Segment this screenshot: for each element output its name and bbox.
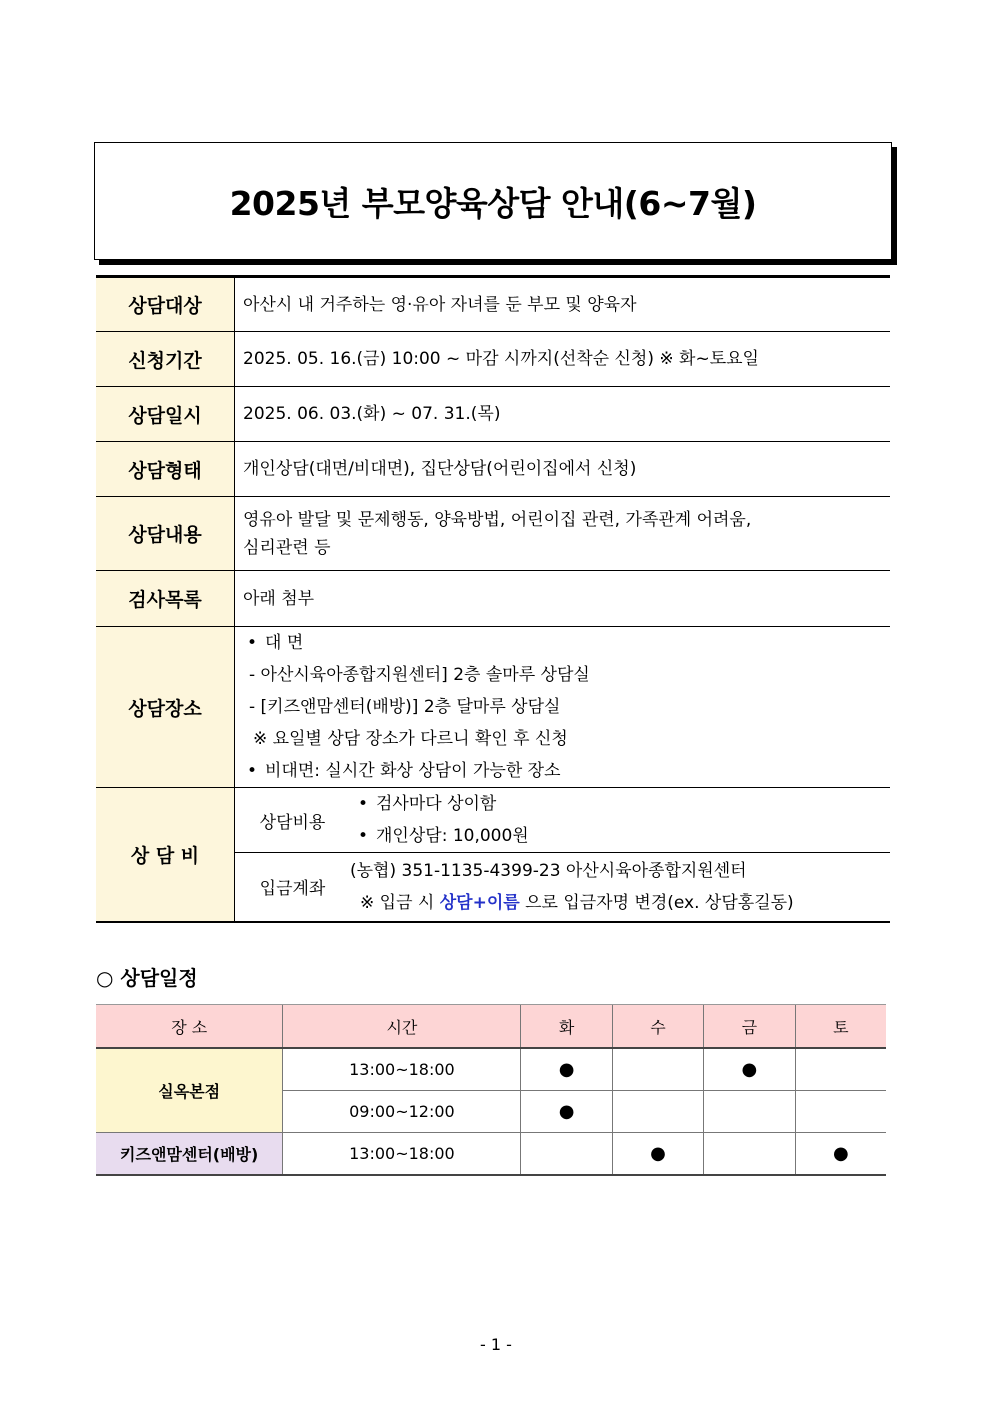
time-cell: 09:00~12:00 bbox=[283, 1091, 521, 1133]
fee-cost-row bbox=[235, 788, 890, 853]
place-line-4: ※ 요일별 상담 장소가 다르니 확인 후 신청 bbox=[253, 729, 568, 749]
label-target: 상담대상 bbox=[96, 277, 235, 332]
schedule-heading: ○ 상담일정 bbox=[96, 966, 198, 990]
mark-cell bbox=[521, 1133, 612, 1176]
place-kids: 키즈앤맘센터(배방) bbox=[96, 1133, 283, 1176]
label-content: 상담내용 bbox=[96, 497, 235, 571]
mark-cell: ● bbox=[795, 1133, 886, 1176]
schedule-table bbox=[96, 1004, 886, 1176]
row-fee bbox=[96, 788, 890, 922]
place-line-2: - 아산시육아종합지원센터] 2층 솔마루 상담실 bbox=[249, 665, 590, 685]
label-fee: 상 담 비 bbox=[96, 788, 235, 922]
row-target bbox=[96, 277, 890, 332]
schedule-header-row bbox=[96, 1005, 886, 1049]
place-line-1: 대 면 bbox=[265, 633, 304, 653]
label-apply: 신청기간 bbox=[96, 332, 235, 387]
value-tests: 아래 첨부 bbox=[235, 571, 891, 627]
value-target: 아산시 내 거주하는 영·유아 자녀를 둔 부모 및 양육자 bbox=[235, 277, 891, 332]
fee-account-value bbox=[350, 853, 890, 921]
table-row bbox=[96, 1048, 886, 1091]
header-place: 장 소 bbox=[96, 1005, 283, 1049]
content-line-1: 영유아 발달 및 문제행동, 양육방법, 어린이집 관련, 가족관계 어려움, bbox=[243, 509, 752, 530]
page-title: 2025년 부모양육상담 안내(6~7월) bbox=[229, 183, 757, 223]
fee-cost-value bbox=[350, 788, 890, 853]
title-box bbox=[94, 142, 892, 260]
row-apply bbox=[96, 332, 890, 387]
mark-cell bbox=[612, 1091, 703, 1133]
time-cell: 13:00~18:00 bbox=[283, 1048, 521, 1091]
label-tests: 검사목록 bbox=[96, 571, 235, 627]
mark-cell: ● bbox=[704, 1048, 795, 1091]
mark-cell: ● bbox=[521, 1048, 612, 1091]
mark-cell bbox=[795, 1091, 886, 1133]
content-line-2: 심리관련 등 bbox=[243, 537, 331, 558]
label-date: 상담일시 bbox=[96, 387, 235, 442]
mark-cell bbox=[795, 1048, 886, 1091]
info-table bbox=[96, 275, 890, 923]
label-type: 상담형태 bbox=[96, 442, 235, 497]
row-type bbox=[96, 442, 890, 497]
place-main: 실옥본점 bbox=[96, 1048, 283, 1133]
fee-account-2 bbox=[350, 887, 890, 919]
fee-subtable bbox=[235, 788, 890, 921]
row-content bbox=[96, 497, 890, 571]
place-line-3: - [키즈앤맘센터(배방)] 2층 달마루 상담실 bbox=[249, 697, 561, 717]
fee-cost-2: 개인상담: 10,000원 bbox=[376, 826, 529, 846]
bullet-icon: • bbox=[357, 826, 369, 846]
time-cell: 13:00~18:00 bbox=[283, 1133, 521, 1176]
place-line-5: 비대면: 실시간 화상 상담이 가능한 장소 bbox=[265, 761, 561, 781]
value-type: 개인상담(대면/비대면), 집단상담(어린이집에서 신청) bbox=[235, 442, 891, 497]
value-content bbox=[235, 497, 891, 571]
fee-account-2-pre: ※ 입금 시 bbox=[360, 892, 435, 913]
table-row bbox=[96, 1133, 886, 1176]
bullet-icon: • bbox=[246, 633, 258, 653]
value-place bbox=[235, 627, 891, 788]
fee-account-2-highlight: 상담+이름 bbox=[439, 892, 520, 913]
mark-cell: ● bbox=[521, 1091, 612, 1133]
fee-account-row bbox=[235, 853, 890, 921]
bullet-icon: • bbox=[357, 794, 369, 814]
fee-account-1: (농협) 351-1135-4399-23 아산시육아종합지원센터 bbox=[350, 860, 747, 881]
header-wed: 수 bbox=[612, 1005, 703, 1049]
header-tue: 화 bbox=[521, 1005, 612, 1049]
value-fee bbox=[235, 788, 891, 922]
header-fri: 금 bbox=[704, 1005, 795, 1049]
mark-cell: ● bbox=[612, 1133, 703, 1176]
value-apply: 2025. 05. 16.(금) 10:00 ~ 마감 시까지(선착순 신청) ※ 화~토요일 bbox=[235, 332, 891, 387]
row-place bbox=[96, 627, 890, 788]
fee-account-label: 입금계좌 bbox=[235, 853, 350, 921]
mark-cell bbox=[704, 1091, 795, 1133]
fee-cost-1: 검사마다 상이함 bbox=[376, 794, 497, 814]
bullet-icon: • bbox=[246, 761, 258, 781]
mark-cell bbox=[704, 1133, 795, 1176]
value-date: 2025. 06. 03.(화) ~ 07. 31.(목) bbox=[235, 387, 891, 442]
fee-account-2-post: 으로 입금자명 변경(ex. 상담홍길동) bbox=[525, 892, 794, 913]
header-sat: 토 bbox=[795, 1005, 886, 1049]
row-date bbox=[96, 387, 890, 442]
mark-cell bbox=[612, 1048, 703, 1091]
page-number: - 1 - bbox=[480, 1335, 512, 1354]
row-tests bbox=[96, 571, 890, 627]
fee-cost-label: 상담비용 bbox=[259, 812, 326, 833]
label-place: 상담장소 bbox=[96, 627, 235, 788]
header-time: 시간 bbox=[283, 1005, 521, 1049]
